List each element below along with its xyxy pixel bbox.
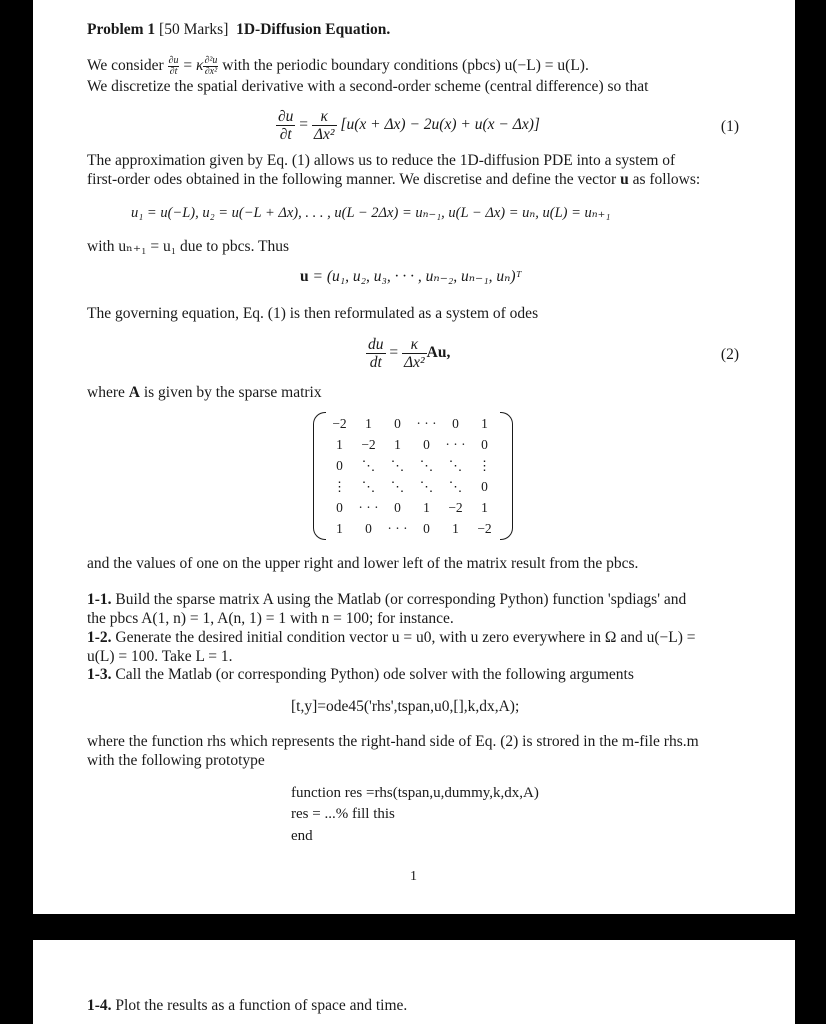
approx-line-2-pre: first-order odes obtained in the following manner. We discretise and define the vector (87, 171, 621, 188)
problem-title: 1D-Diffusion Equation. (236, 21, 391, 38)
matrix-cell: 1 (336, 520, 343, 536)
task-1-line-1 (87, 590, 686, 609)
matrix-cell: 1 (336, 436, 343, 452)
matrix-cell: 0 (481, 436, 488, 452)
matrix-cell: −2 (477, 520, 492, 536)
matrix-cell: ⋱ (361, 478, 376, 494)
equation-2: $\frac{du}{dt}$ = $\frac{\kappa}{\text{Δx²}}$ Au, (368, 336, 451, 371)
eq1-bracket: [u(x + Δx) − 2u(x) + u(x − Δx)] (340, 116, 540, 134)
rhs-text-line-1: where the function rhs which represents the right-hand side of Eq. (2) is strored in the m-file rhs.m (87, 733, 699, 750)
approx-line-1: The approximation given by Eq. (1) allows us to reduce the 1D-diffusion PDE into a system of (87, 152, 676, 169)
consider-suffix: with the periodic boundary conditions (pbcs) u(−L) = u(L). (222, 57, 589, 75)
matrix-row (325, 476, 499, 497)
consider-prefix: We consider (87, 57, 164, 75)
problem-marks: [50 Marks] (159, 21, 229, 38)
matrix-cell: 0 (423, 436, 430, 452)
matrix-cell: 0 (423, 520, 430, 536)
page-1 (33, 0, 795, 914)
matrix-cell: · · · (387, 520, 408, 536)
matrix-cell: 1 (481, 415, 488, 431)
where-a-pre: where (87, 384, 129, 401)
values-text: and the values of one on the upper right and lower left of the matrix result from the pbcs. (87, 555, 639, 572)
code-line-3: end (291, 828, 313, 844)
matrix-cell: −2 (448, 499, 463, 515)
equation-2-number: (2) (720, 346, 739, 363)
equation-1: $\frac{\partial u}{\partial t}$ = $\frac{\kappa}{\text{Δx²}}$ [u(x + Δx) − 2u(x) + u(x − Δx)] (278, 108, 540, 143)
matrix-cell: 1 (423, 499, 430, 515)
matrix-cell: · · · (445, 436, 466, 452)
u-definitions: u₁ = u(−L), u₂ = u(−L + Δx), . . . , u(L − 2Δx) = uₙ₋₁, u(L − Δx) = uₙ, u(L) = uₙ₊₁ (131, 205, 611, 221)
sparse-matrix (313, 412, 513, 540)
problem-heading (87, 21, 390, 39)
u-vector (300, 267, 522, 286)
where-a-text (87, 383, 322, 402)
matrix-cell: ⋱ (448, 457, 463, 473)
matrix-cell: ⋱ (419, 478, 434, 494)
approx-line-2-post: as follows: (628, 171, 701, 188)
eq1-lhs-den: ∂t (279, 126, 292, 143)
eq2-coef-num: κ (402, 336, 427, 354)
matrix-row (325, 413, 499, 434)
code-line-1: function res =rhs(tspan,u,dummy,k,dx,A) (291, 785, 539, 801)
matrix-cell: 1 (452, 520, 459, 536)
matrix-cell: −2 (361, 436, 376, 452)
task-3-line-1 (87, 665, 634, 684)
matrix-cell: ⋱ (390, 457, 405, 473)
matrix-cell: · · · (416, 415, 437, 431)
equation-1-number: (1) (720, 118, 739, 135)
matrix-cell: ⋮ (477, 457, 492, 473)
eq2-coef-den: Δx² (404, 354, 425, 371)
problem-label: Problem 1 (87, 21, 156, 38)
page-number: 1 (410, 869, 417, 884)
matrix-cell: ⋱ (448, 478, 463, 494)
rhs-text-line-2: with the following prototype (87, 752, 265, 769)
task-2-text-1: Generate the desired initial condition vector u = u0, with u zero everywhere in Ω and u(−L) = (115, 629, 696, 646)
matrix-cell: ⋱ (390, 478, 405, 494)
ode-call: [t,y]=ode45('rhs',tspan,u0,[],k,dx,A); (291, 698, 520, 715)
eq2-rhs: Au, (426, 344, 451, 362)
task-4-line-1 (87, 996, 407, 1015)
eq1-coef-den: Δx² (313, 126, 335, 143)
approx-line-2 (87, 170, 700, 189)
u-vector-bold: u (300, 268, 309, 285)
matrix-cell: 1 (394, 436, 401, 452)
page-2 (33, 940, 795, 1024)
matrix-cell: 0 (365, 520, 372, 536)
where-a-post: is given by the sparse matrix (139, 384, 322, 401)
with-pbcs-text: with uₙ₊₁ = u₁ due to pbcs. Thus (87, 238, 290, 255)
code-line-2: res = ...% fill this (291, 806, 395, 822)
matrix-cell: ⋱ (361, 457, 376, 473)
matrix-cell: 0 (336, 457, 343, 473)
task-3-label: 1-3. (87, 666, 112, 683)
eq1-coef-num: κ (312, 108, 337, 126)
matrix-table (325, 413, 499, 539)
matrix-cell: 0 (452, 415, 459, 431)
where-a-bold: A (128, 384, 140, 401)
eq1-lhs-num: ∂u (278, 108, 294, 125)
task-1-label: 1-1. (87, 591, 112, 608)
matrix-row (325, 434, 499, 455)
matrix-cell: 1 (365, 415, 372, 431)
u-vector-rest: = (u₁, u₂, u₃, · · · , uₙ₋₂, uₙ₋₁, uₙ)ᵀ (308, 268, 522, 285)
approx-line-2-bold: u (620, 171, 629, 188)
matrix-row (325, 497, 499, 518)
task-2-line-2: u(L) = 100. Take L = 1. (87, 648, 233, 665)
matrix-row (325, 455, 499, 476)
intro-line-1 (87, 56, 589, 77)
intro-line-2: We discretize the spatial derivative with a second-order scheme (central difference) so that (87, 78, 649, 95)
matrix-cell: 0 (336, 499, 343, 515)
eq2-lhs-num: du (368, 336, 384, 353)
matrix-cell: 1 (481, 499, 488, 515)
matrix-cell: ⋮ (332, 478, 347, 494)
eq2-lhs-den: dt (369, 354, 382, 371)
matrix-row (325, 518, 499, 539)
task-2-label: 1-2. (87, 629, 112, 646)
task-3-text-1: Call the Matlab (or corresponding Python) ode solver with the following arguments (115, 666, 634, 683)
task-4-label: 1-4. (87, 997, 112, 1014)
task-4-text: Plot the results as a function of space and time. (115, 997, 408, 1014)
matrix-cell: 0 (394, 415, 401, 431)
governing-text: The governing equation, Eq. (1) is then reformulated as a system of odes (87, 305, 539, 322)
matrix-cell: 0 (394, 499, 401, 515)
matrix-right-paren (500, 412, 513, 540)
matrix-cell: · · · (358, 499, 379, 515)
matrix-cell: ⋱ (419, 457, 434, 473)
task-1-text-1: Build the sparse matrix A using the Matlab (or corresponding Python) function 'spdiags' and (115, 591, 687, 608)
inline-pde: $\frac{\partial u}{\partial t}$ = κ $\frac{\text{∂²u}}{\text{∂x²}}$ (168, 55, 218, 77)
matrix-cell: −2 (332, 415, 347, 431)
task-1-line-2: the pbcs A(1, n) = 1, A(n, 1) = 1 with n = 100; for instance. (87, 610, 454, 627)
task-2-line-1 (87, 628, 695, 647)
matrix-cell: 0 (481, 478, 488, 494)
